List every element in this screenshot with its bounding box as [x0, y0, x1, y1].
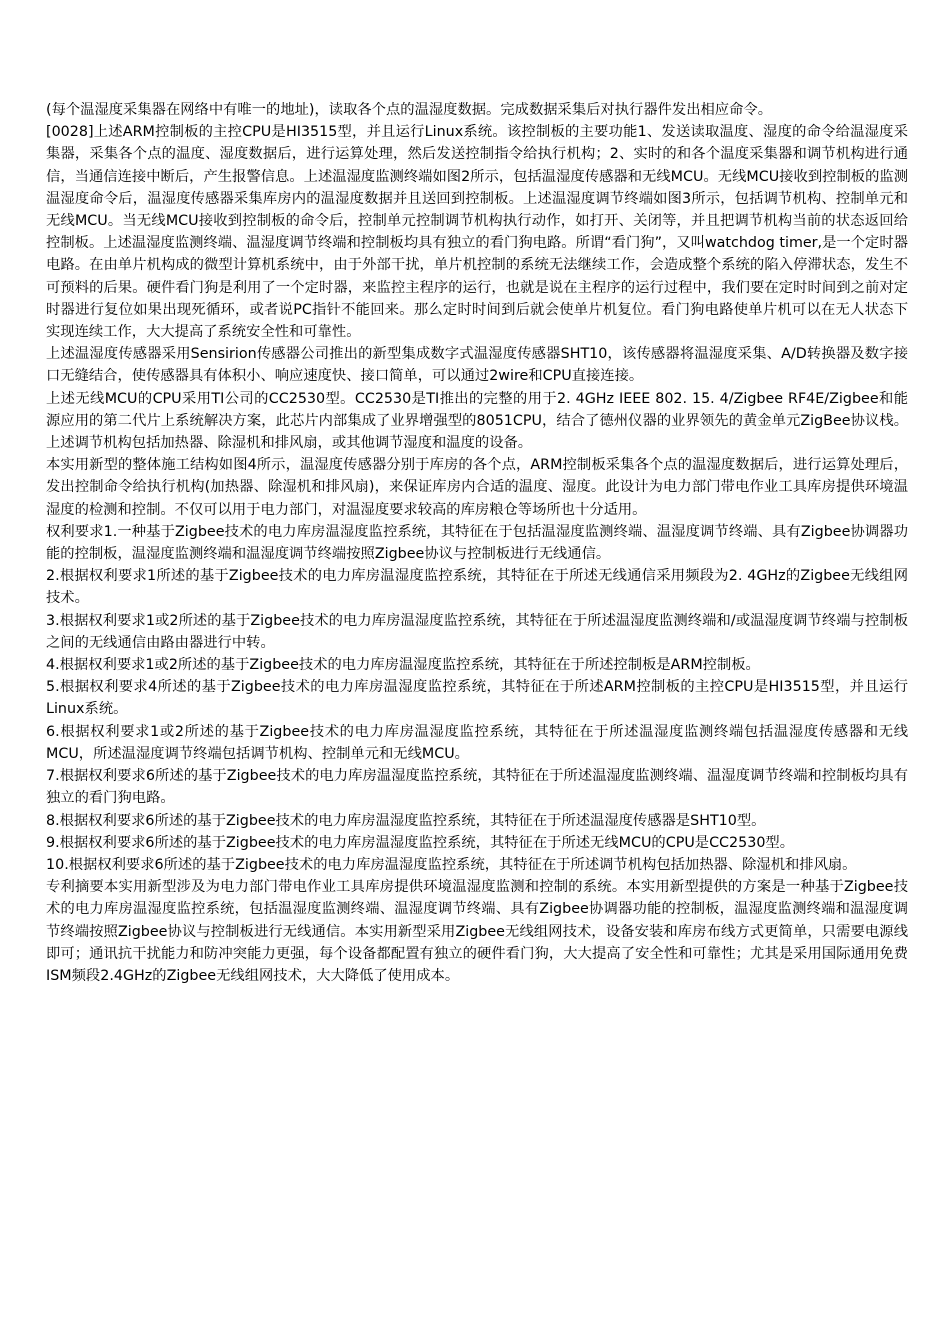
claim-1: 权利要求1.一种基于Zigbee技术的电力库房温湿度监控系统，其特征在于包括温湿度监测终端、温湿度调节终端、具有Zigbee协调器功能的控制板，温湿度监测终端和温湿度调节终端按照Zigbee协议与控制板进行无线通信。	[46, 523, 908, 563]
construction-paragraph: 本实用新型的整体施工结构如图4所示，温湿度传感器分别于库房的各个点，ARM控制板采集各个点的温湿度数据后，进行运算处理后，发出控制命令给执行机构(加热器、除湿机和排风扇)，来保证库房内合适的温度、湿度。此设计为电力部门带电作业工具库房提供环境温湿度的检测和控制。不仅可以用于电力部门，对温湿度要求较高的库房粮仓等场所也十分适用。	[46, 457, 908, 518]
claim-10: 10.根据权利要求6所述的基于Zigbee技术的电力库房温湿度监控系统，其特征在于所述调节机构包括加热器、除湿机和排风扇。	[46, 856, 857, 873]
document-body	[46, 99, 908, 987]
wireless-mcu-paragraph: 上述无线MCU的CPU采用TI公司的CC2530型。CC2530是TI推出的完整的用于2. 4GHz IEEE 802. 15. 4/Zigbee RF4E/Zigbee和能源应用的第二代片上系统解决方案，此芯片内部集成了业界增强型的8051CPU，结合了德州仪器的业界领先的黄金单元ZigBee协议栈。上述调节机构包括加热器、除湿机和排风扇，或其他调节湿度和温度的设备。	[46, 390, 908, 452]
continued-paragraph: (每个温湿度采集器在网络中有唯一的地址)，读取各个点的温湿度数据。完成数据采集后对执行器件发出相应命令。	[46, 102, 772, 118]
claim-3: 3.根据权利要求1或2所述的基于Zigbee技术的电力库房温湿度监控系统，其特征在于所述温湿度监测终端和/或温湿度调节终端与控制板之间的无线通信由路由器进行中转。	[46, 612, 908, 651]
patent-abstract: 专利摘要本实用新型涉及为电力部门带电作业工具库房提供环境温湿度监测和控制的系统。本实用新型提供的方案是一种基于Zigbee技术的电力库房温湿度监控系统，包括温湿度监测终端、温湿度调节终端、具有Zigbee协调器功能的控制板，温湿度监测终端和温湿度调节终端按照Zigbee协议与控制板进行无线通信。本实用新型采用Zigbee无线组网技术，设备安装和库房布线方式更简单，只需要电源线即可；通讯抗干扰能力和防冲突能力更强，每个设备都配置有独立的硬件看门狗，大大提高了安全性和可靠性；尤其是采用国际通用免费ISM频段2.4GHz的Zigbee无线组网技术，大大降低了使用成本。	[46, 879, 908, 984]
claim-5: 5.根据权利要求4所述的基于Zigbee技术的电力库房温湿度监控系统，其特征在于所述ARM控制板的主控CPU是HI3515型，并且运行Linux系统。	[46, 679, 908, 718]
claim-4: 4.根据权利要求1或2所述的基于Zigbee技术的电力库房温湿度监控系统，其特征在于所述控制板是ARM控制板。	[46, 657, 760, 674]
claim-8: 8.根据权利要求6所述的基于Zigbee技术的电力库房温湿度监控系统，其特征在于所述温湿度传感器是SHT10型。	[46, 812, 766, 829]
claim-7: 7.根据权利要求6所述的基于Zigbee技术的电力库房温湿度监控系统，其特征在于所述温湿度监测终端、温湿度调节终端和控制板均具有独立的看门狗电路。	[46, 768, 908, 807]
claim-9: 9.根据权利要求6所述的基于Zigbee技术的电力库房温湿度监控系统，其特征在于所述无线MCU的CPU是CC2530型。	[46, 834, 795, 851]
paragraph-0028: [0028]上述ARM控制板的主控CPU是HI3515型，并且运行Linux系统。该控制板的主要功能1、发送读取温度、湿度的命令给温湿度采集器，采集各个点的温度、湿度数据后，进行运算处理，然后发送控制指令给执行机构；2、实时的和各个温度采集器和调节机构进行通信，当通信连接中断后，产生报警信息。上述温湿度监测终端如图2所示，包括温湿度传感器和无线MCU。无线MCU接收到控制板的监测温湿度命令后，温湿度传感器采集库房内的温湿度数据并且送回到控制板。上述温湿度调节终端如图3所示，包括调节机构、控制单元和无线MCU。当无线MCU接收到控制板的命令后，控制单元控制调节机构执行动作，如打开、关闭等，并且把调节机构当前的状态返回给控制板。上述温湿度监测终端、温湿度调节终端和控制板均具有独立的看门狗电路。所谓“看门狗”，又叫watchdog timer,是一个定时器电路。在由单片机构成的微型计算机系统中，由于外部干扰，单片机控制的系统无法继续工作，会造成整个系统的陷入停滞状态，发生不可预料的后果。硬件看门狗是利用了一个定时器，来监控主程序的运行，也就是说在主程序的运行过程中，我们要在定时时间到之前对定时器进行复位如果出现死循环，或者说PC指针不能回来。那么定时时间到后就会使单片机复位。看门狗电路使单片机可以在无人状态下实现连续工作，大大提高了系统安全性和可靠性。	[46, 124, 908, 341]
sensor-paragraph: 上述温湿度传感器采用Sensirion传感器公司推出的新型集成数字式温湿度传感器SHT10，该传感器将温湿度采集、A/D转换器及数字接口无缝结合，使传感器具有体积小、响应速度快、接口简单，可以通过2wire和CPU直接连接。	[46, 346, 908, 385]
claim-2: 2.根据权利要求1所述的基于Zigbee技术的电力库房温湿度监控系统，其特征在于所述无线通信采用频段为2. 4GHz的Zigbee无线组网技术。	[46, 568, 908, 607]
claim-6: 6.根据权利要求1或2所述的基于Zigbee技术的电力库房温湿度监控系统，其特征在于所述温湿度监测终端包括温湿度传感器和无线MCU，所述温湿度调节终端包括调节机构、控制单元和无线MCU。	[46, 723, 908, 762]
